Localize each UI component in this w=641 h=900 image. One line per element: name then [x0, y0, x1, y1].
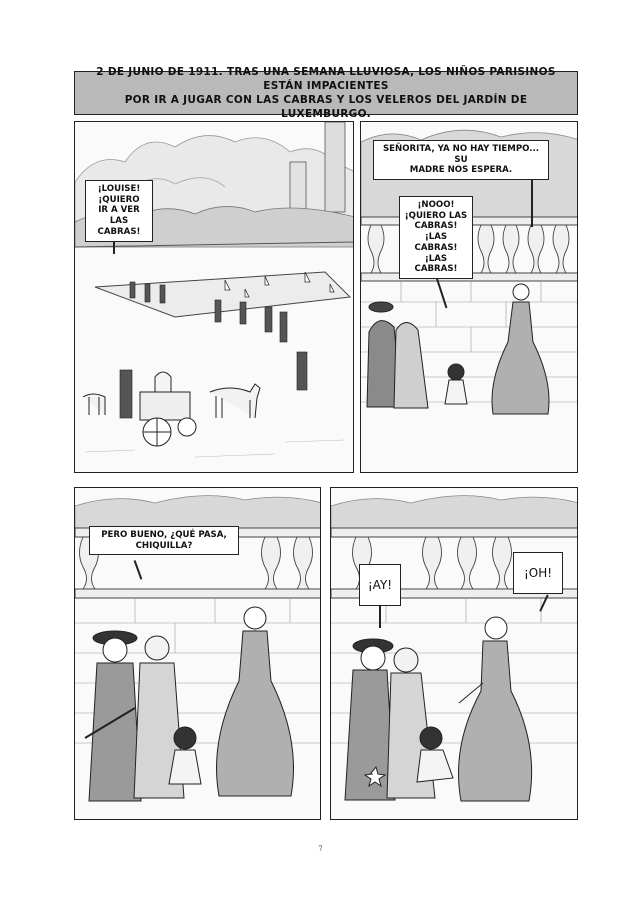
caption-box	[74, 65, 578, 121]
speech-bubble-child: ¡NOOO! ¡QUIERO LAS CABRAS! ¡LAS CABRAS! ¡LAS CABRAS!	[399, 196, 473, 279]
exclamation-bubble-governess: ¡OH!	[513, 552, 563, 594]
speech-bubble-old-woman: PERO BUENO, ¿QUÉ PASA, CHIQUILLA?	[89, 526, 239, 555]
park-illustration	[75, 122, 354, 473]
caption-line-2: POR IR A JUGAR CON LAS CABRAS Y LOS VELEROS DEL JARDÍN DE LUXEMBURGO.	[124, 94, 528, 121]
speech-bubble-child: ¡LOUISE! ¡QUIERO IR A VER LAS CABRAS!	[85, 180, 153, 242]
bubble-tail	[531, 177, 533, 227]
collision-illustration	[331, 488, 578, 820]
panel-2-balustrade	[360, 121, 578, 473]
page-number: 7	[318, 845, 323, 853]
exclamation-bubble-old-woman: ¡AY!	[359, 564, 401, 606]
speech-bubble-governess: SEÑORITA, YA NO HAY TIEMPO... SU MADRE NOS ESPERA.	[373, 140, 549, 180]
caption-line-1: 2 DE JUNIO DE 1911. TRAS UNA SEMANA LLUVIOSA, LOS NIÑOS PARISINOS ESTÁN IMPACIENTES	[96, 65, 556, 92]
panel-1-park-scene	[74, 121, 354, 473]
panel-3-question	[74, 487, 321, 820]
bubble-tail	[379, 606, 381, 628]
panel-4-collision	[330, 487, 578, 820]
